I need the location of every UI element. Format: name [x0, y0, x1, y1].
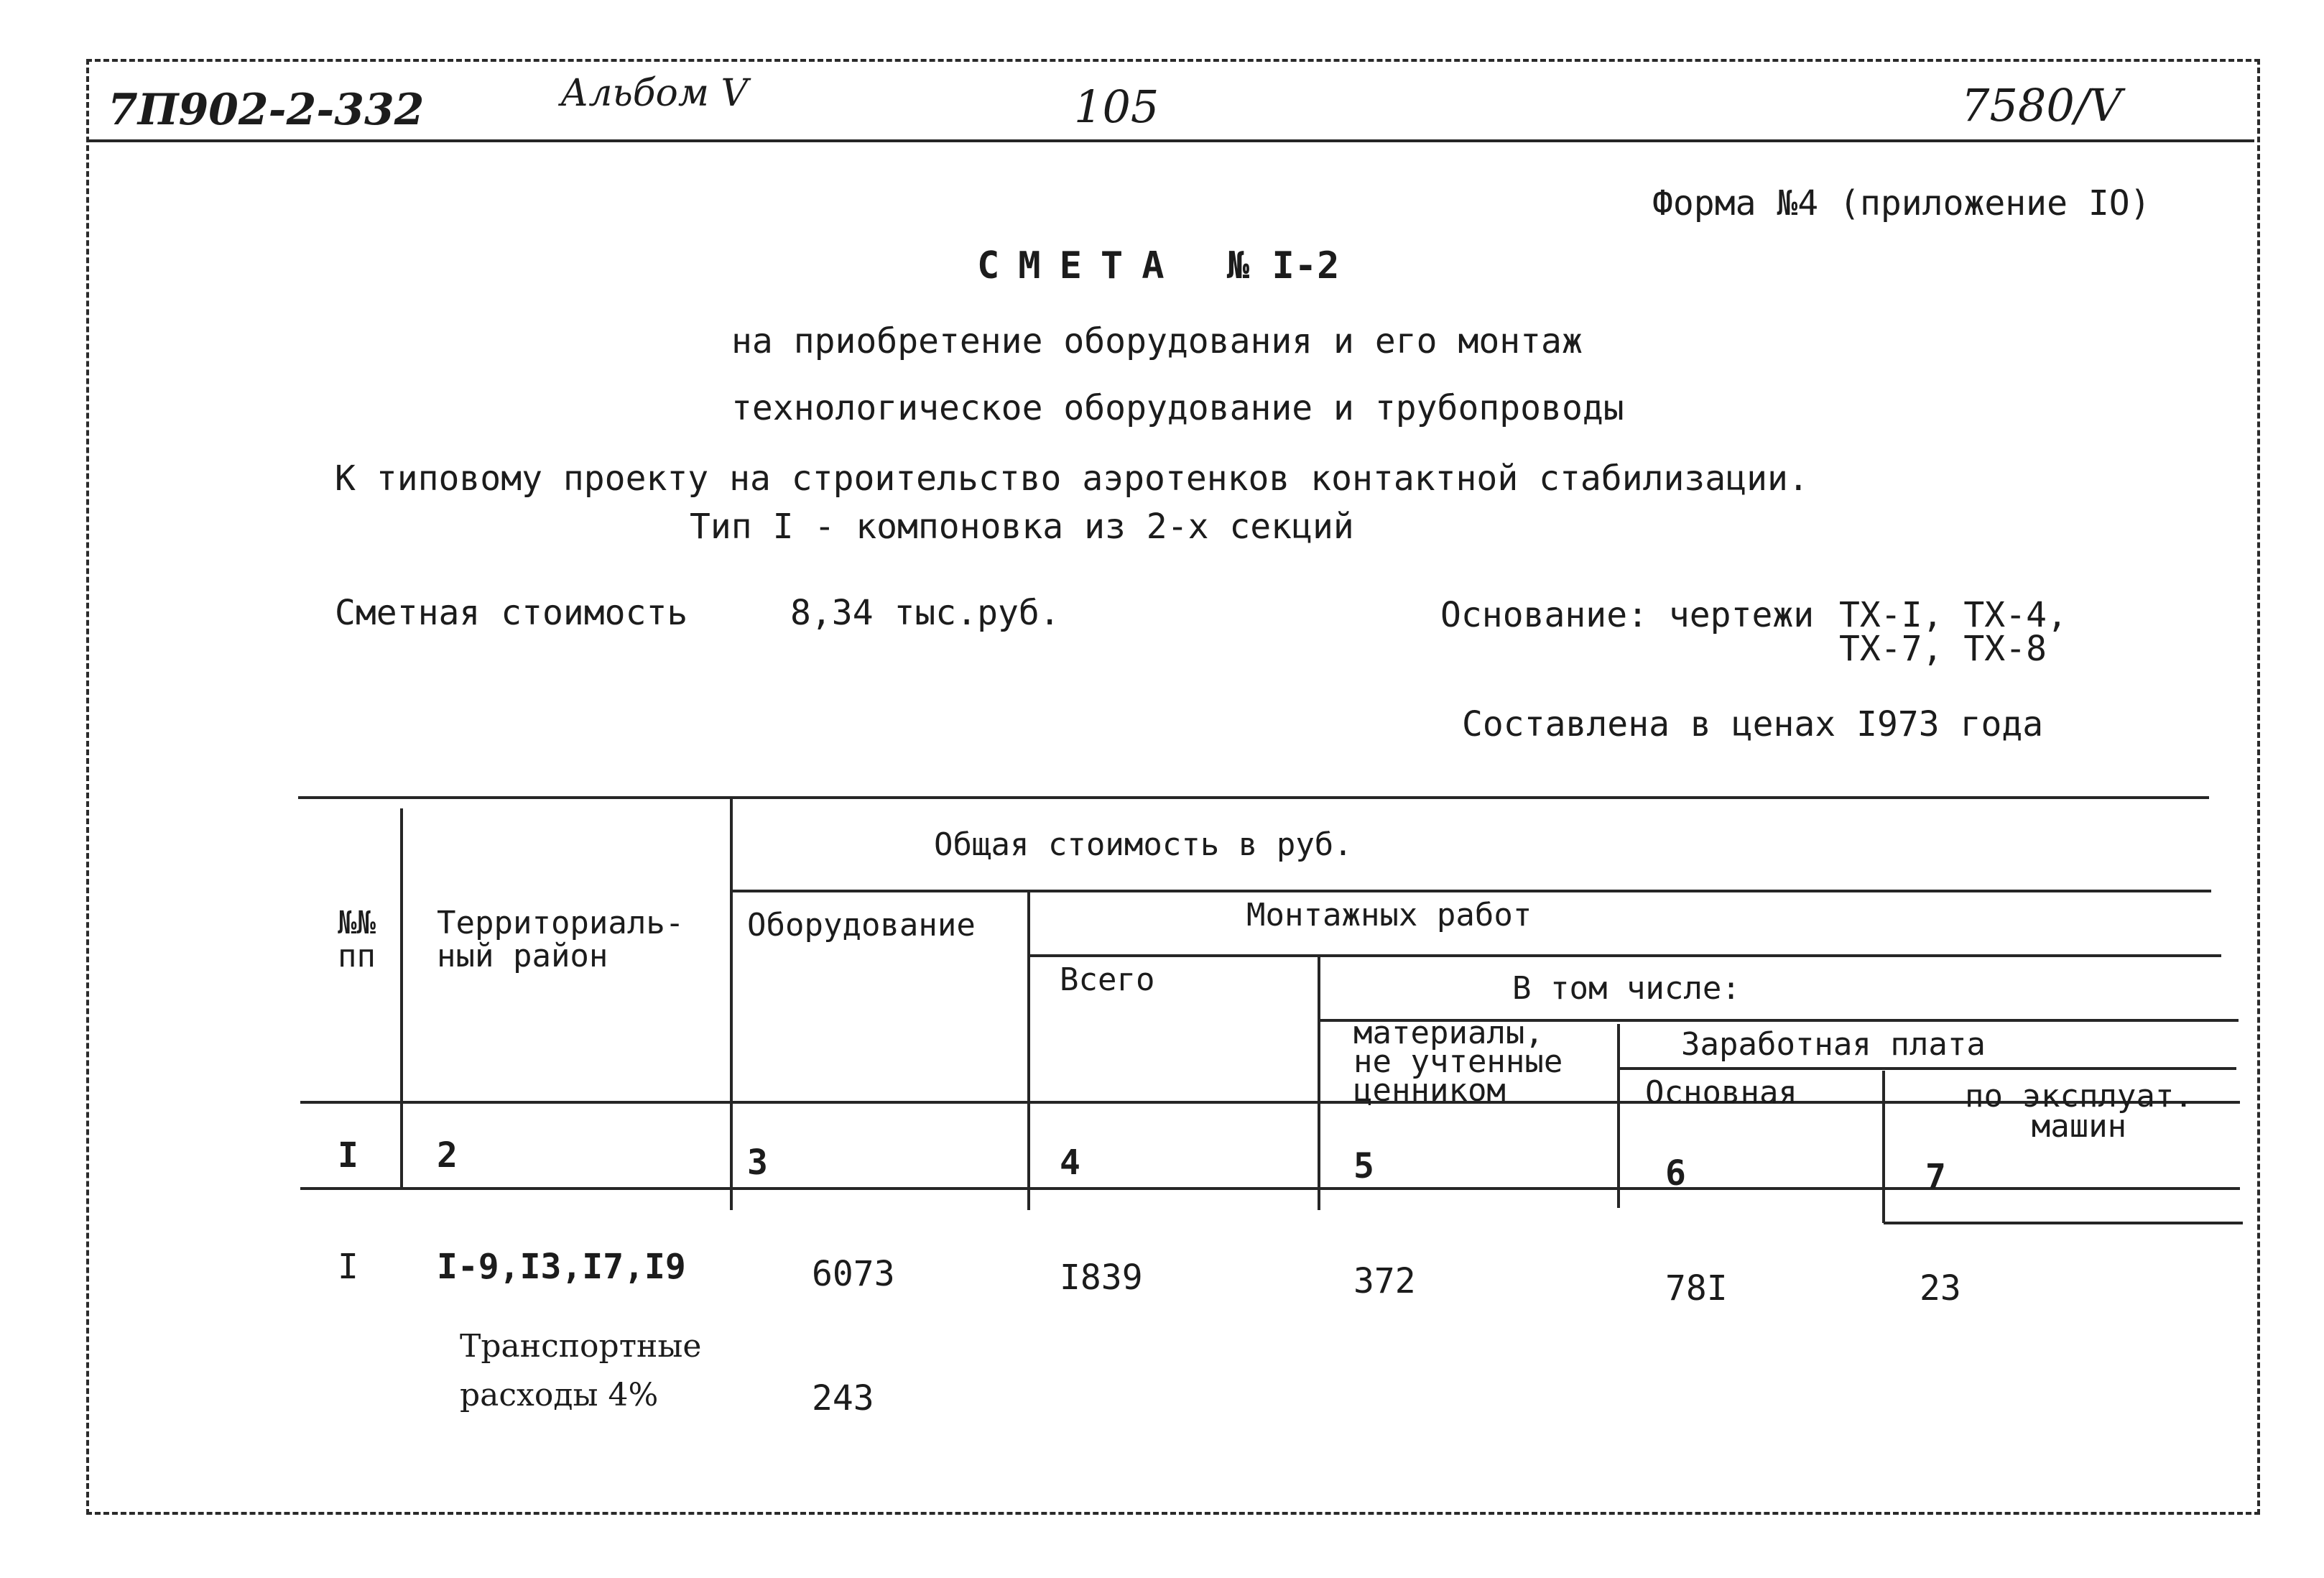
title-word: СМЕТА: [977, 244, 1183, 287]
colnum-4: 4: [1060, 1143, 1080, 1183]
header-materials: материалы, не учтенные ценником: [1353, 1015, 1563, 1109]
header-including: В том числе:: [1512, 970, 1741, 1007]
title-line-1: на приобретение оборудования и его монтаж: [731, 321, 1583, 361]
cost-value: 8,34 тыс.руб.: [790, 593, 1060, 633]
colnum-2: 2: [437, 1135, 458, 1176]
rule-under-wages: [1619, 1067, 2236, 1070]
colnum-5: 5: [1353, 1146, 1374, 1186]
header-equipment: Оборудование: [747, 907, 976, 943]
header-wages: Заработная плата: [1681, 1026, 1986, 1063]
extra-rule: [1884, 1222, 2243, 1224]
header-basic: Основная: [1645, 1074, 1797, 1111]
col-divider-5: [1617, 1024, 1620, 1208]
transport-label: Транспортные расходы 4%: [460, 1328, 702, 1413]
colnum-3: 3: [747, 1143, 768, 1183]
header-bottom-rule: [300, 1101, 2240, 1104]
row-all: I839: [1060, 1258, 1143, 1298]
document-title: [977, 244, 1339, 287]
prices-note: Составлена в ценах I973 года: [1462, 704, 2044, 744]
colnum-7: 7: [1925, 1157, 1946, 1197]
title-line-2: технологическое оборудование и трубопроводы: [731, 388, 1624, 428]
header-installation: Монтажных работ: [1246, 897, 1532, 933]
header-all: Всего: [1060, 961, 1155, 998]
rule-under-total: [731, 890, 2211, 892]
col-divider-4: [1318, 956, 1320, 1210]
basis-refs-2: ТХ-7, ТХ-8: [1839, 629, 2047, 669]
row-region: I-9,I3,I7,I9: [437, 1247, 686, 1287]
project-code: 7П902-2-332: [108, 85, 425, 135]
col-divider-6: [1882, 1071, 1885, 1223]
row-equipment: 6073: [812, 1254, 895, 1294]
header-num: №№ пп: [338, 905, 376, 974]
album-label: Альбом V: [560, 72, 749, 115]
archive-number: 7580/V: [1961, 79, 2122, 132]
header-machines: по эксплуат. машин: [1965, 1078, 2193, 1145]
col-divider-2: [730, 799, 733, 1210]
row-num: I: [338, 1247, 358, 1287]
project-desc-line-1: К типовому проекту на строительство аэротенков контактной стабилизации.: [335, 458, 1809, 499]
header-total-cost: Общая стоимость в руб.: [934, 826, 1353, 863]
row-machines: 23: [1920, 1268, 1961, 1309]
basis-refs-1: ТХ-I, ТХ-4,: [1839, 595, 2068, 635]
form-note: Форма №4 (приложение IO): [1652, 183, 2151, 223]
cost-label: Сметная стоимость: [335, 593, 688, 633]
col-divider-3: [1027, 891, 1030, 1210]
page-number: 105: [1074, 80, 1159, 133]
basis-label: Основание: чертежи: [1440, 595, 1815, 635]
header-region: Территориаль- ный район: [437, 905, 685, 974]
colnum-1: I: [338, 1135, 358, 1176]
row-materials: 372: [1353, 1261, 1416, 1301]
col-divider-1: [400, 808, 403, 1187]
table-top-rule: [298, 796, 2209, 799]
rule-under-installation: [1029, 954, 2221, 957]
project-desc-line-2: Тип I - компоновка из 2-х секций: [690, 507, 1354, 547]
colnum-bottom-rule: [300, 1187, 2240, 1190]
header-divider: [89, 139, 2254, 142]
transport-value: 243: [812, 1378, 874, 1418]
colnum-6: 6: [1665, 1153, 1686, 1194]
row-basic: 78I: [1665, 1268, 1728, 1309]
title-number: № I-2: [1226, 244, 1340, 287]
